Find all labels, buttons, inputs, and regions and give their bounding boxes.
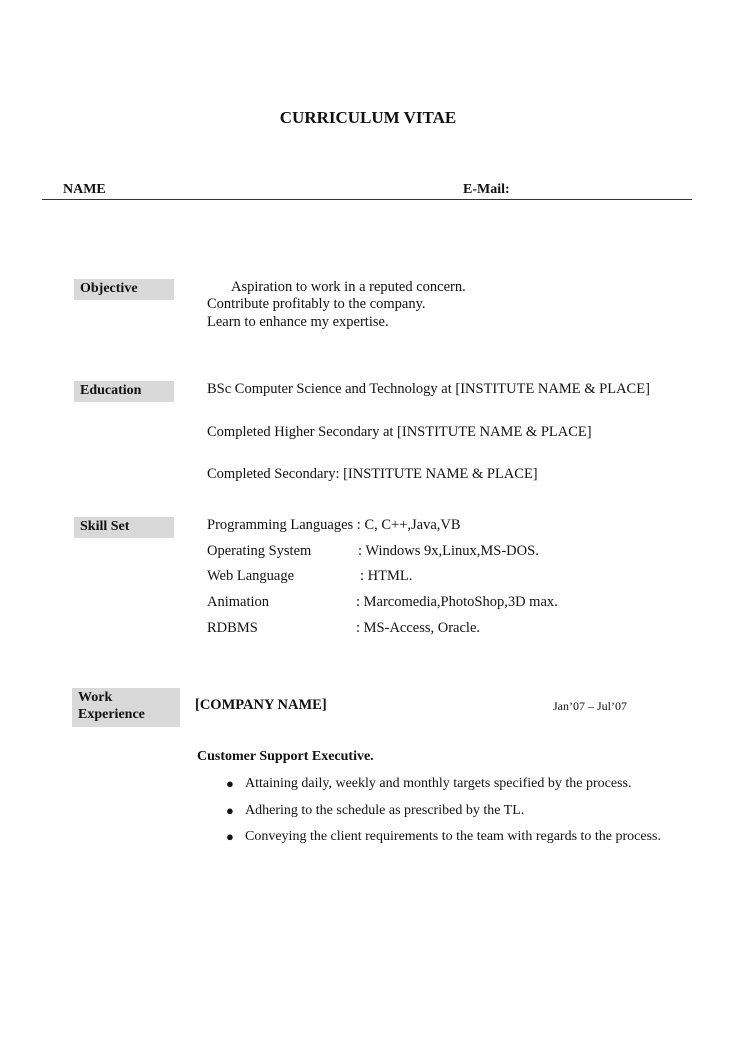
skill-key: Operating System [207,543,312,559]
work-label-line: Experience [78,707,145,722]
skill-key: Web Language [207,568,294,584]
education-item: Completed Secondary: [INSTITUTE NAME & PLACE] [207,466,538,482]
education-item: Completed Higher Secondary at [INSTITUTE NAME & PLACE] [207,424,592,440]
section-label-work-experience [72,688,180,727]
duty-bullet [226,803,525,819]
skill-value: : Marcomedia,PhotoShop,3D max. [356,594,558,610]
bullet-icon: ● [226,829,234,844]
skill-key: RDBMS [207,620,258,636]
job-role: Customer Support Executive. [197,749,374,764]
bullet-icon: ● [226,776,234,791]
page-title: CURRICULUM VITAE [279,108,457,127]
skill-value: : HTML. [360,568,413,584]
skill-key: Animation [207,594,270,610]
section-label-objective: Objective [74,279,174,300]
section-label-skill-set: Skill Set [74,517,174,538]
bullet-icon: ● [226,803,234,818]
duty-bullet [226,776,632,792]
objective-line: Learn to enhance my expertise. [207,314,389,330]
skill-value: : MS-Access, Oracle. [356,620,481,636]
objective-line: Aspiration to work in a reputed concern. [231,279,466,295]
duty-text: Adhering to the schedule as prescribed by the TL. [245,803,525,818]
company-name: [COMPANY NAME] [195,697,327,713]
work-label-line: Work [78,690,113,705]
duty-text: Attaining daily, weekly and monthly targets specified by the process. [245,776,632,791]
duty-bullet [226,829,661,845]
skill-value: : Windows 9x,Linux,MS-DOS. [358,543,539,559]
section-label-education: Education [74,381,174,402]
header-divider [42,199,692,200]
objective-line: Contribute profitably to the company. [207,296,426,312]
employment-period: Jan’07 – Jul’07 [553,699,627,713]
education-item: BSc Computer Science and Technology at [INSTITUTE NAME & PLACE] [207,381,650,397]
duty-text: Conveying the client requirements to the team with regards to the process. [245,829,661,844]
skill-row: Programming Languages : C, C++,Java,VB [207,517,461,533]
email-label: E-Mail: [463,182,510,197]
name-label: NAME [63,182,106,197]
